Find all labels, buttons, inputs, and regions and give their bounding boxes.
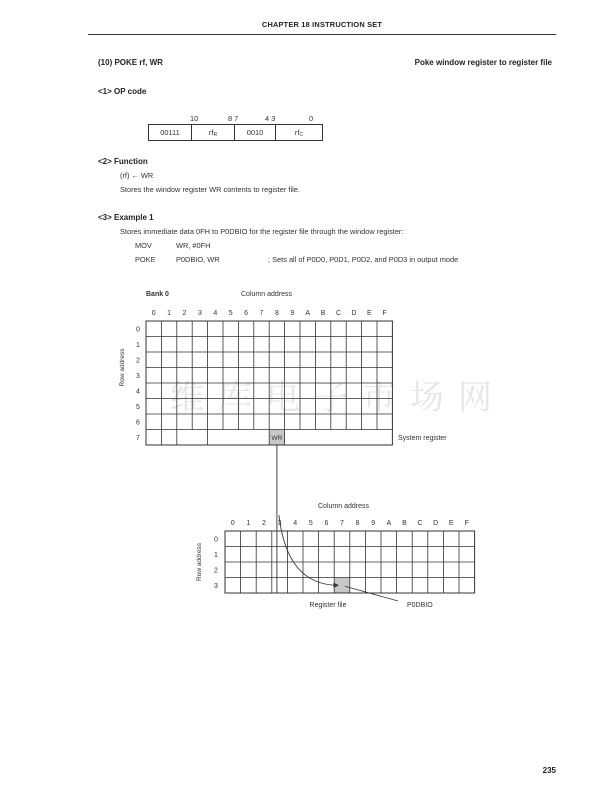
row-label: 4 xyxy=(136,388,140,396)
example-heading: <3> Example 1 xyxy=(98,213,154,222)
column-label: A xyxy=(305,310,311,317)
column-label: B xyxy=(320,310,326,317)
code-args: P0DBIO, WR xyxy=(176,255,220,264)
code-op: MOV xyxy=(135,241,152,250)
opcode-field-fixed: 00111 xyxy=(149,125,192,141)
code-args: WR, #0FH xyxy=(176,241,211,250)
code-comment: ; Sets all of P0D0, P0D1, P0D2, and P0D3 in output mode xyxy=(268,255,459,264)
page-number: 235 xyxy=(542,766,556,775)
column-label: 3 xyxy=(277,520,282,527)
instruction-description: Poke window register to register file xyxy=(414,58,552,67)
column-label: D xyxy=(433,520,439,527)
column-label: 9 xyxy=(371,520,376,527)
column-label: F xyxy=(382,310,387,317)
function-text: Stores the window register WR contents to register file. xyxy=(120,185,300,194)
example-text: Stores immediate data 0FH to P0DBIO for the register file through the window register: xyxy=(120,227,404,236)
row-label: 1 xyxy=(214,551,218,559)
watermark: 维库电子市场网 xyxy=(170,378,506,418)
column-label: 5 xyxy=(308,520,313,527)
row-label: 3 xyxy=(136,372,140,380)
column-label: 5 xyxy=(228,310,233,317)
column-label: E xyxy=(448,520,454,527)
column-label: 1 xyxy=(167,310,172,317)
row-label: 3 xyxy=(214,582,218,590)
function-expression: (rf) ← WR xyxy=(120,171,154,180)
chapter-header: CHAPTER 18 INSTRUCTION SET xyxy=(261,20,383,29)
column-label: 1 xyxy=(246,520,251,527)
column-label: 2 xyxy=(262,520,266,527)
column-label: 7 xyxy=(340,520,344,527)
column-label: 8 xyxy=(355,520,360,527)
row-label: 6 xyxy=(136,419,140,427)
column-label: 9 xyxy=(290,310,295,317)
opcode-field-fixed: 0010 xyxy=(235,125,276,141)
p0dbio-label: P0DBIO xyxy=(407,602,433,609)
column-label: 4 xyxy=(293,520,298,527)
column-label: F xyxy=(464,520,469,527)
opcode-field-rfr: $rf_R$ xyxy=(192,125,235,141)
column-address-label: Column address xyxy=(318,503,369,510)
column-label: A xyxy=(386,520,392,527)
column-label: C xyxy=(417,520,423,527)
row-label: 2 xyxy=(136,357,140,365)
column-label: 6 xyxy=(324,520,329,527)
column-label: 0 xyxy=(230,520,235,527)
system-register-label: System register xyxy=(398,434,447,442)
p0dbio-leader xyxy=(345,586,398,601)
row-label: 5 xyxy=(136,403,140,411)
column-label: C xyxy=(335,310,342,317)
column-label: 7 xyxy=(259,310,264,317)
column-label: 2 xyxy=(182,310,187,317)
opcode-bit-label: 8 7 xyxy=(228,114,239,123)
row-label: 2 xyxy=(214,567,218,575)
row-address-label: Row address xyxy=(119,348,126,387)
column-label: B xyxy=(402,520,407,527)
column-label: 8 xyxy=(274,310,279,317)
opcode-heading: <1> OP code xyxy=(98,87,147,96)
column-label: 4 xyxy=(213,310,218,317)
function-heading: <2> Function xyxy=(98,157,148,166)
code-op: POKE xyxy=(135,255,156,264)
column-label: E xyxy=(366,310,372,317)
wr-label: WR xyxy=(271,434,283,442)
column-label: 3 xyxy=(197,310,202,317)
opcode-bit-label: 4 3 xyxy=(265,114,276,123)
column-label: D xyxy=(351,310,357,317)
row-label: 0 xyxy=(214,536,218,544)
row-address-label: Row address xyxy=(196,543,203,581)
opcode-bit-label: 0 xyxy=(309,114,314,123)
column-label: 0 xyxy=(151,310,156,317)
column-label: 6 xyxy=(244,310,249,317)
row-label: 1 xyxy=(136,341,140,349)
row-label: 7 xyxy=(136,434,140,442)
opcode-field-rfc: $rf_C$ xyxy=(276,125,323,141)
row-label: 0 xyxy=(136,326,140,334)
register-file-label: Register file xyxy=(309,602,347,609)
column-address-label: Column address xyxy=(241,291,292,298)
opcode-bit-label: 10 xyxy=(190,114,199,123)
bank-label: Bank 0 xyxy=(146,291,169,298)
instruction-title: (10) POKE rf, WR xyxy=(98,58,163,67)
